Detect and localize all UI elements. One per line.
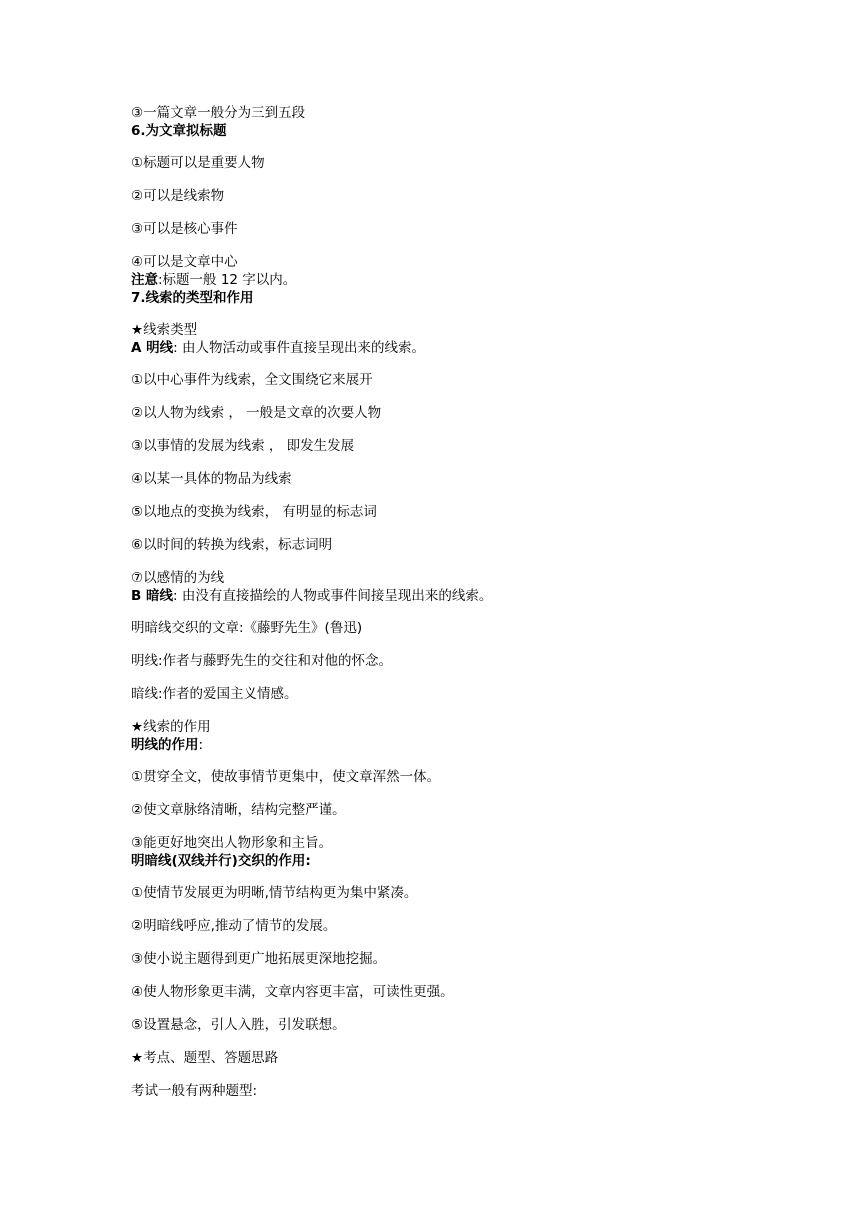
note-text: :标题一般 12 字以内。: [158, 272, 297, 288]
list-item: ①使情节发展更为明晰,情节结构更为集中紧凑。: [131, 885, 418, 901]
list-item: ③一篇文章一般分为三到五段: [131, 105, 306, 121]
term-label: 明线的作用: [131, 737, 199, 753]
section-heading: 6.为文章拟标题: [131, 123, 227, 139]
colon-text: :: [198, 737, 204, 753]
definition-text: : 由没有直接描绘的人物或事件间接呈现出来的线索。: [173, 588, 493, 604]
definition-line: [131, 339, 425, 357]
paragraph: 明暗线交织的文章:《藤野先生》(鲁迅): [131, 620, 363, 636]
note-label: 注意: [131, 272, 158, 288]
list-item: ③使小说主题得到更广地拓展更深地挖掘。: [131, 951, 387, 967]
list-item: ④可以是文章中心: [131, 254, 238, 270]
note-line: [131, 271, 296, 289]
list-item: ②明暗线呼应,推动了情节的发展。: [131, 918, 337, 934]
list-item: ①标题可以是重要人物: [131, 155, 265, 171]
list-item: ⑤以地点的变换为线索， 有明显的标志词: [131, 504, 377, 520]
paragraph: 明线:作者与藤野先生的交往和对他的怀念。: [131, 653, 393, 669]
list-item: ③以事情的发展为线索 ， 即发生发展: [131, 438, 355, 454]
list-item: ⑤设置悬念，引人入胜，引发联想。: [131, 1017, 346, 1033]
list-item: ③能更好地突出人物形象和主旨。: [131, 835, 333, 851]
paragraph: 考试一般有两种题型:: [131, 1083, 258, 1099]
list-item: ⑦以感情的为线: [131, 570, 225, 586]
list-item: ④使人物形象更丰满，文章内容更丰富，可读性更强。: [131, 984, 454, 1000]
term-label: A 明线: [131, 340, 174, 356]
list-item: ③可以是核心事件: [131, 221, 238, 237]
list-item: ②使文章脉络清晰，结构完整严谨。: [131, 802, 346, 818]
paragraph: 暗线:作者的爱国主义情感。: [131, 686, 298, 702]
list-item: ⑥以时间的转换为线索，标志词明: [131, 537, 333, 553]
list-item: ②以人物为线索 ， 一般是文章的次要人物: [131, 405, 382, 421]
subheading: ★线索的作用: [131, 719, 211, 735]
section-heading: 7.线索的类型和作用: [131, 290, 254, 306]
subheading: ★考点、题型、答题思路: [131, 1050, 279, 1066]
list-item: ②可以是线索物: [131, 188, 225, 204]
definition-text: : 由人物活动或事件直接呈现出来的线索。: [173, 340, 425, 356]
list-item: ①贯穿全文，使故事情节更集中，使文章浑然一体。: [131, 769, 441, 785]
term-label: B 暗线: [131, 588, 173, 604]
list-item: ①以中心事件为线索，全文围绕它来展开: [131, 372, 373, 388]
bold-heading: 明暗线(双线并行)交织的作用:: [131, 853, 311, 869]
subheading: ★线索类型: [131, 322, 198, 338]
bold-label-line: [131, 736, 203, 754]
definition-line: [131, 587, 492, 605]
list-item: ④以某一具体的物品为线索: [131, 471, 292, 487]
